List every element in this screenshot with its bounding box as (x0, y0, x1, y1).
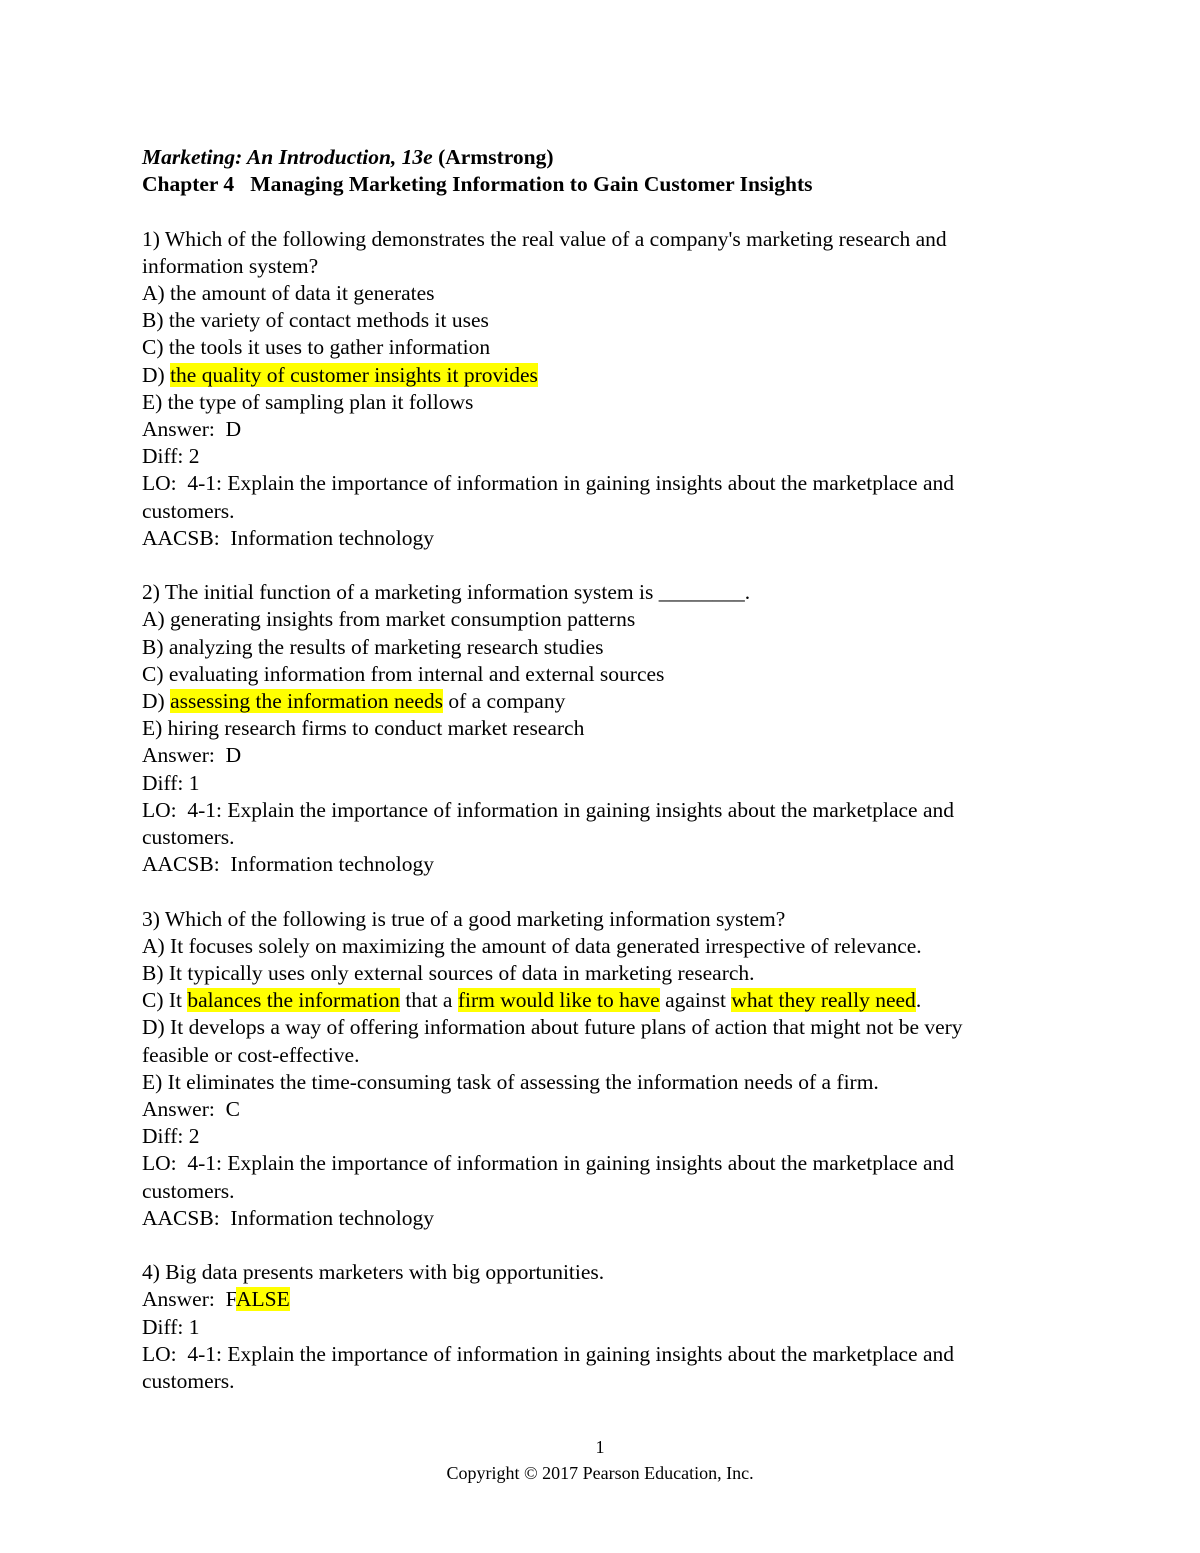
question-stem: 1) Which of the following demonstrates the real value of a company's marketing research and (142, 226, 947, 251)
option-b: B) the variety of contact methods it uses (142, 308, 489, 333)
option-text: of a company (442, 689, 566, 714)
answer: Answer: D (142, 743, 242, 768)
learning-objective-cont: customers. (142, 1178, 235, 1203)
learning-objective-cont: customers. (142, 498, 235, 523)
answer (142, 1286, 1052, 1313)
question-4 (142, 1259, 1052, 1395)
spacer (142, 1232, 1052, 1259)
answer: Answer: D (142, 417, 242, 442)
difficulty: Diff: 1 (142, 1314, 200, 1339)
learning-objective-cont: customers. (142, 1369, 235, 1394)
option-b: B) analyzing the results of marketing research studies (142, 634, 604, 659)
highlighted-text: firm would like to have (457, 988, 660, 1013)
answer-text: Answer: F (142, 1287, 236, 1312)
difficulty: Diff: 2 (142, 1124, 200, 1149)
question-stem: 2) The initial function of a marketing information system is ________. (142, 580, 751, 605)
book-title: Marketing: An Introduction, 13e (142, 145, 433, 169)
option-text: that a (399, 988, 458, 1013)
option-d (142, 362, 1052, 389)
highlighted-text: what they really need (731, 988, 916, 1013)
question-3 (142, 906, 1052, 1232)
option-c: C) evaluating information from internal and external sources (142, 661, 665, 686)
highlighted-text: balances the information (187, 988, 400, 1013)
option-c (142, 987, 1052, 1014)
learning-objective: LO: 4-1: Explain the importance of information in gaining insights about the marketplace and (142, 471, 955, 496)
aacsb: AACSB: Information technology (142, 1205, 435, 1230)
option-e: E) hiring research firms to conduct market research (142, 716, 585, 741)
option-a: A) the amount of data it generates (142, 281, 435, 305)
aacsb: AACSB: Information technology (142, 525, 435, 550)
learning-objective-cont: customers. (142, 825, 235, 850)
option-text: C) It (142, 988, 188, 1013)
document-body (142, 144, 1052, 1395)
question-2 (142, 579, 1052, 878)
highlighted-text: assessing the information needs (170, 689, 443, 714)
option-a: A) generating insights from market consumption patterns (142, 607, 636, 632)
spacer (142, 552, 1052, 579)
aacsb: AACSB: Information technology (142, 852, 435, 877)
option-letter: D) (142, 689, 171, 714)
book-author: (Armstrong) (438, 145, 554, 169)
difficulty: Diff: 2 (142, 444, 200, 469)
option-d: D) It develops a way of offering information about future plans of action that might not be very (142, 1015, 963, 1040)
option-text: against (659, 988, 732, 1013)
page-number: 1 (595, 1437, 605, 1457)
question-stem: 3) Which of the following is true of a good marketing information system? (142, 906, 786, 931)
question-stem-cont: information system? (142, 253, 319, 278)
option-b: B) It typically uses only external sources of data in marketing research. (142, 961, 755, 986)
option-text: . (915, 988, 922, 1013)
highlighted-text: the quality of customer insights it provides (170, 362, 538, 387)
question-stem: 4) Big data presents marketers with big opportunities. (142, 1260, 605, 1285)
option-a: A) It focuses solely on maximizing the amount of data generated irrespective of relevance. (142, 933, 922, 958)
answer: Answer: C (142, 1097, 240, 1122)
option-e: E) the type of sampling plan it follows (142, 389, 474, 414)
option-d (142, 688, 1052, 715)
learning-objective: LO: 4-1: Explain the importance of information in gaining insights about the marketplace and (142, 1151, 955, 1176)
question-1 (142, 226, 1052, 552)
option-c: C) the tools it uses to gather information (142, 335, 491, 360)
highlighted-text: ALSE (235, 1287, 290, 1312)
learning-objective: LO: 4-1: Explain the importance of information in gaining insights about the marketplace and (142, 1341, 955, 1366)
difficulty: Diff: 1 (142, 770, 200, 795)
learning-objective: LO: 4-1: Explain the importance of information in gaining insights about the marketplace and (142, 797, 955, 822)
option-letter: D) (142, 362, 171, 387)
copyright-notice: Copyright © 2017 Pearson Education, Inc. (446, 1463, 754, 1483)
chapter-title: Chapter 4 Managing Marketing Information to Gain Customer Insights (142, 172, 813, 197)
option-d-cont: feasible or cost-effective. (142, 1042, 360, 1067)
book-header (142, 144, 1052, 171)
option-e: E) It eliminates the time-consuming task of assessing the information needs of a firm. (142, 1069, 879, 1094)
spacer (142, 198, 1052, 225)
spacer (142, 878, 1052, 905)
